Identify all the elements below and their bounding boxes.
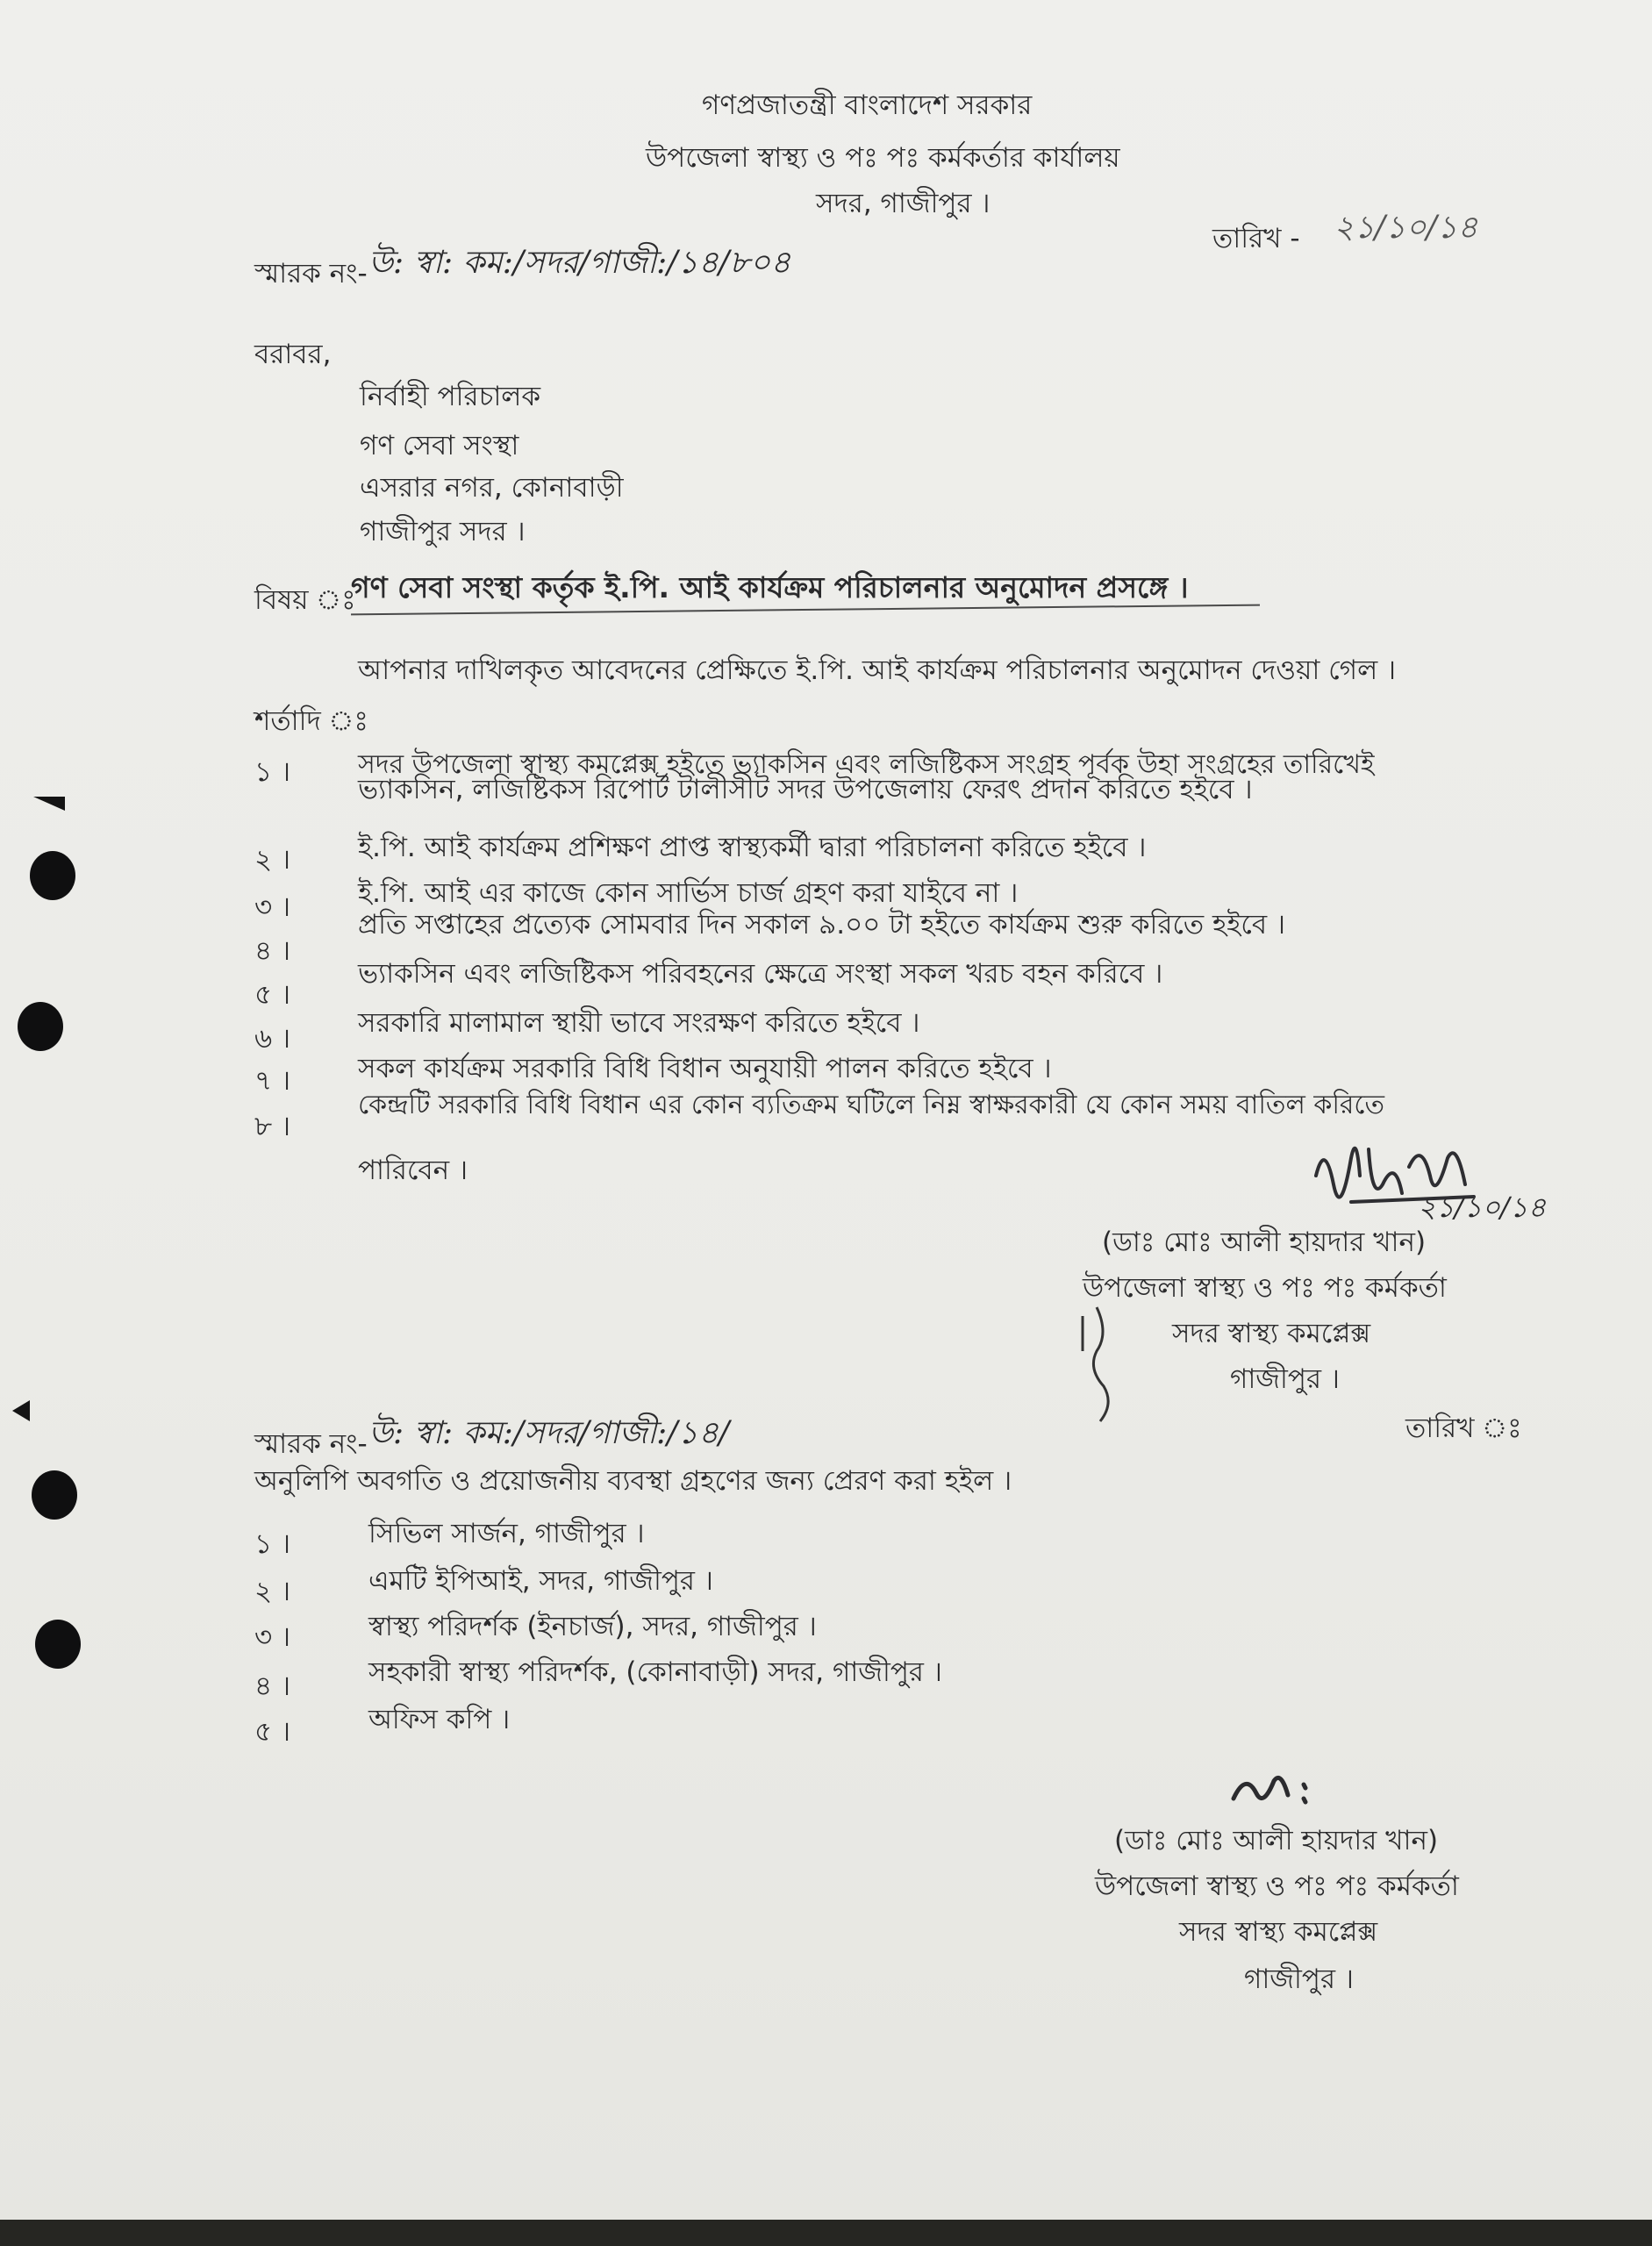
recipient-line: নির্বাহী পরিচালক: [360, 381, 541, 412]
signatory2-place: গাজীপুর ।: [1244, 1963, 1354, 1995]
copy-recipient: স্বাস্থ্য পরিদর্শক (ইনচার্জ), সদর, গাজীপুর ।: [368, 1611, 817, 1642]
memo2-date-label: তারিখ ঃ: [1405, 1413, 1522, 1444]
condition-text: সকল কার্যক্রম সরকারি বিধি বিধান অনুযায়ী পালন করিতে হইবে ।: [358, 1053, 1052, 1084]
header-line-2: উপজেলা স্বাস্থ্য ও পঃ পঃ কর্মকর্তার কার্যালয়: [646, 142, 1120, 174]
condition-text: ই.পি. আই কার্যক্রম প্রশিক্ষণ প্রাপ্ত স্বাস্থ্যকর্মী দ্বারা পরিচালনা করিতে হইবে ।: [358, 832, 1147, 863]
condition-text: সরকারি মালামাল স্থায়ী ভাবে সংরক্ষণ করিতে হইবে ।: [358, 1007, 920, 1039]
punch-hole: [32, 1470, 77, 1520]
condition-text: কেন্দ্রটি সরকারি বিধি বিধান এর কোন ব্যতিক্রম ঘটিলে নিম্ন স্বাক্ষরকারী যে কোন সময় বাতিল করিতে: [358, 1090, 1384, 1120]
condition-number: ১ ।: [254, 756, 291, 788]
margin-initials: [1070, 1298, 1132, 1430]
condition-number: ৪ ।: [254, 935, 291, 967]
condition-text: সদর উপজেলা স্বাস্থ্য কমপ্লেক্স হইতে ভ্যাকসিন এবং লজিষ্টিকস সংগ্রহ পূর্বক উহা সংগ্রহের তারিখেই: [358, 749, 1375, 780]
scan-edge: [0, 2220, 1652, 2246]
recipient-label: বরাবর,: [254, 339, 332, 370]
condition-text: ভ্যাকসিন, লজিষ্টিকস রিপোর্ট টালীসীট সদর উপজেলায় ফেরৎ প্রদান করিতে হইবে ।: [358, 774, 1253, 805]
subject-text: গণ সেবা সংস্থা কর্তৃক ই.পি. আই কার্যক্রম পরিচালনার অনুমোদন প্রসঙ্গে ।: [351, 570, 1189, 604]
copy-number: ৩ ।: [254, 1621, 291, 1653]
memo-number: উ: স্বা: কম:/সদর/গাজী:/১৪/৮০৪: [368, 245, 791, 281]
copy-intro: অনুলিপি অবগতি ও প্রয়োজনীয় ব্যবস্থা গ্রহণের জন্য প্রেরণ করা হইল ।: [254, 1465, 1012, 1497]
condition-number: ৮ ।: [254, 1111, 291, 1142]
copy-number: ২ ।: [254, 1576, 291, 1607]
punch-hole: [35, 1620, 81, 1669]
memo-label: স্মারক নং-: [254, 258, 368, 290]
memo2-label: স্মারক নং-: [254, 1428, 368, 1460]
signatory-place: গাজীপুর ।: [1230, 1363, 1340, 1395]
copy-recipient: সিভিল সার্জন, গাজীপুর ।: [368, 1518, 645, 1549]
copy-number: ৫ ।: [254, 1716, 291, 1748]
condition-number: ২ ।: [254, 844, 291, 876]
subject-label: বিষয় ঃ: [254, 584, 356, 616]
punch-hole: [30, 851, 75, 900]
recipient-line: গণ সেবা সংস্থা: [360, 430, 519, 461]
copy-recipient: অফিস কপি ।: [368, 1704, 511, 1735]
signatory2-name: (ডাঃ মোঃ আলী হায়দার খান): [1114, 1825, 1439, 1856]
condition-number: ৭ ।: [254, 1065, 291, 1097]
signatory2-title: উপজেলা স্বাস্থ্য ও পঃ পঃ কর্মকর্তা: [1095, 1870, 1459, 1902]
condition-number: ৩ ।: [254, 891, 291, 923]
condition-text: প্রতি সপ্তাহের প্রত্যেক সোমবার দিন সকাল ৯.০০ টা হইতে কার্যক্রম শুরু করিতে হইবে ।: [358, 909, 1286, 941]
recipient-line: গাজীপুর সদর ।: [360, 516, 526, 547]
copy-number: ৪ ।: [254, 1670, 291, 1702]
header-line-1: গণপ্রজাতন্ত্রী বাংলাদেশ সরকার: [702, 89, 1033, 121]
condition-text: পারিবেন ।: [358, 1155, 468, 1186]
date-label: তারিখ -: [1212, 223, 1300, 254]
body-text: আপনার দাখিলকৃত আবেদনের প্রেক্ষিতে ই.পি. আই কার্যক্রম পরিচালনার অনুমোদন দেওয়া গেল ।: [358, 654, 1397, 686]
stamp-signature: [1225, 1763, 1321, 1816]
memo2-number: উ: স্বা: কম:/সদর/গাজী:/১৪/: [368, 1415, 730, 1451]
condition-text: ই.পি. আই এর কাজে কোন সার্ভিস চার্জ গ্রহণ করা যাইবে না ।: [358, 877, 1019, 909]
recipient-line: এসরার নগর, কোনাবাড়ী: [360, 472, 624, 504]
punch-hole: [18, 1002, 63, 1051]
signatory-title: উপজেলা স্বাস্থ্য ও পঃ পঃ কর্মকর্তা: [1083, 1272, 1447, 1304]
copy-number: ১ ।: [254, 1528, 291, 1560]
signatory-office: সদর স্বাস্থ্য কমপ্লেক্স: [1172, 1318, 1371, 1349]
page-notch: [12, 1400, 30, 1421]
signatory-name: (ডাঃ মোঃ আলী হায়দার খান): [1102, 1227, 1427, 1258]
signatory2-office: সদর স্বাস্থ্য কমপ্লেক্স: [1179, 1916, 1378, 1948]
page-notch: [33, 797, 65, 825]
condition-text: ভ্যাকসিন এবং লজিষ্টিকস পরিবহনের ক্ষেত্রে সংস্থা সকল খরচ বহন করিবে ।: [358, 958, 1163, 990]
conditions-heading: শর্তাদি ঃ: [254, 705, 368, 737]
date-value: ২১/১০/১৪: [1334, 210, 1478, 246]
condition-number: ৫ ।: [254, 979, 291, 1011]
subject-underline: [351, 604, 1260, 616]
copy-recipient: সহকারী স্বাস্থ্য পরিদর্শক, (কোনাবাড়ী) সদর, গাজীপুর ।: [368, 1656, 942, 1688]
header-line-3: সদর, গাজীপুর ।: [816, 188, 990, 219]
copy-recipient: এমটি ইপিআই, সদর, গাজীপুর ।: [368, 1565, 713, 1597]
condition-number: ৬ ।: [254, 1023, 291, 1055]
signature-date: ২১/১০/১৪: [1418, 1191, 1547, 1224]
